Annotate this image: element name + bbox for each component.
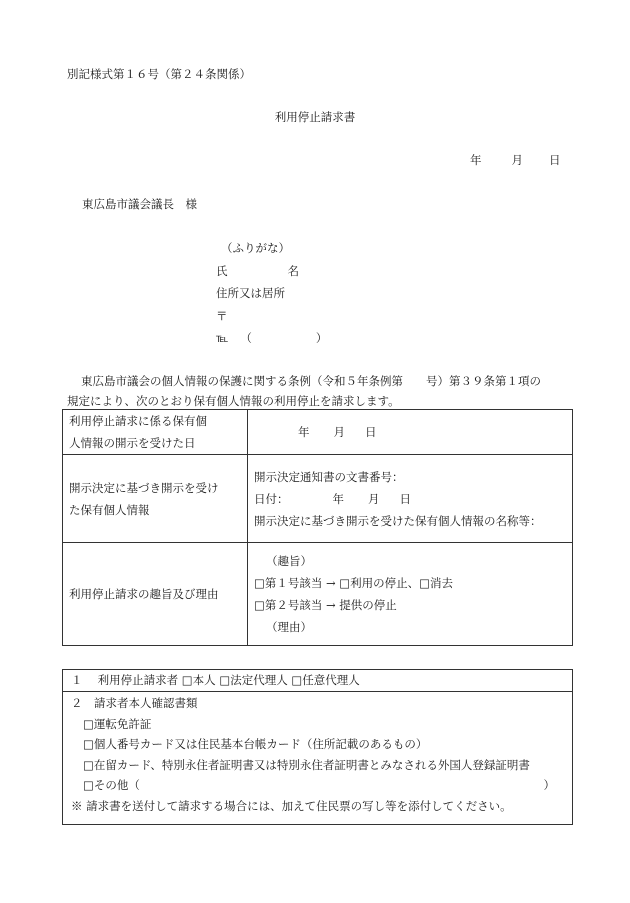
disclosure-date-line: 日付： 年 月 日 (254, 491, 411, 506)
disclosed-info-field[interactable] (248, 455, 573, 543)
statement-line-2: 規定により、次のとおり保有個人情報の利用停止を請求します。 (67, 394, 400, 408)
purpose-item-2[interactable]: □第２号該当 → 提供の停止 (254, 598, 397, 612)
id-doc-other[interactable]: □その他（ ） (83, 778, 555, 792)
document-title: 利用停止請求書 (274, 110, 356, 124)
disclosure-date-row (63, 410, 573, 455)
date-year-label: 年 (470, 153, 482, 167)
disclosed-info-label: 開示決定に基づき開示を受け た保有個人情報 (63, 455, 248, 543)
info-name-label: 開示決定に基づき開示を受けた保有個人情報の名称等： (254, 513, 542, 528)
purpose-item-1[interactable]: □第１号該当 → □利用の停止、□消去 (254, 576, 454, 590)
address-label: 住所又は居所 (216, 286, 285, 300)
request-date (470, 153, 561, 168)
requester-identity-box (62, 669, 573, 825)
date-month-label: 月 (511, 153, 523, 167)
furigana-label: （ふりがな） (221, 241, 290, 255)
id-doc-residence-card[interactable]: □在留カード、特別永住者証明書又は特別永住者証明書とみなされる外国人登録証明書 (83, 757, 530, 772)
id-doc-drivers-license[interactable]: □運転免許証 (83, 716, 152, 731)
disclosed-info-row (63, 455, 573, 543)
request-table (62, 409, 573, 646)
statement-line-1: 東広島市議会の個人情報の保護に関する条例（令和５年条例第 号）第３９条第１項の (81, 374, 541, 388)
addressee: 東広島市議会議長 様 (82, 197, 197, 211)
mailing-note: ※ 請求書を送付して請求する場合には、加えて住民票の写し等を添付してください。 (71, 798, 512, 813)
form-number: 別記様式第１６号（第２４条関係） (67, 67, 251, 81)
disclosure-date-field[interactable]: 年 月 日 (248, 410, 573, 455)
requester-type-line[interactable]: １ 利用停止請求者 □本人 □法定代理人 □任意代理人 (63, 670, 572, 692)
purpose-heading: （趣旨） (266, 554, 312, 568)
purpose-reason-field[interactable] (248, 543, 573, 646)
reason-heading: （理由） (266, 620, 312, 634)
postal-mark: 〒 (216, 308, 228, 323)
disclosure-date-label: 利用停止請求に係る保有個 人情報の開示を受けた日 (63, 410, 248, 455)
id-documents-heading: ２ 請求者本人確認書類 (71, 696, 198, 710)
request-statement (67, 371, 541, 411)
purpose-reason-label: 利用停止請求の趣旨及び理由 (63, 543, 248, 646)
purpose-reason-row (63, 543, 573, 646)
tel-label: ℡ （ ） (216, 331, 328, 345)
date-day-label: 日 (549, 153, 561, 167)
name-label: 氏 名 (216, 263, 299, 278)
doc-number-label: 開示決定通知書の文書番号： (254, 469, 404, 484)
id-doc-my-number-card[interactable]: □個人番号カード又は住民基本台帳カード（住所記載のあるもの） (83, 737, 428, 751)
applicant-block (216, 237, 327, 350)
